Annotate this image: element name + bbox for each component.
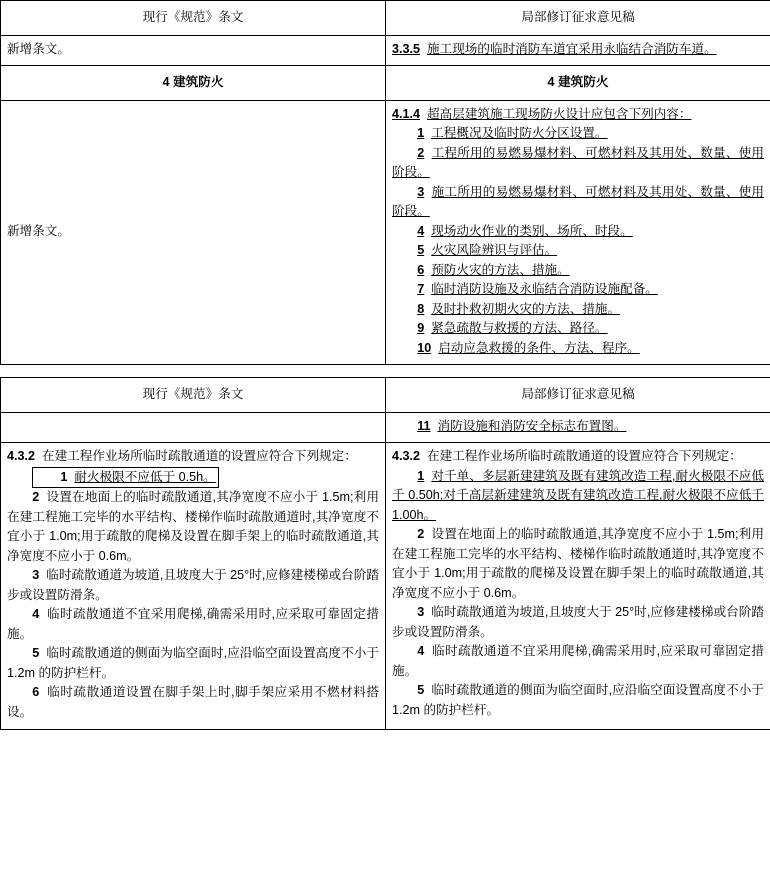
- clause-number-335: 3.3.5: [392, 41, 421, 56]
- list-item-text: 及时扑救初期火灾的方法、措施。: [431, 301, 621, 316]
- list-item: [392, 319, 764, 339]
- list-item: [392, 681, 764, 720]
- section-title-row: [1, 66, 770, 101]
- list-item: [7, 488, 379, 566]
- list-item-text: 临时疏散通道设置在脚手架上时,脚手架应采用不燃材料搭设。: [7, 685, 380, 719]
- list-item: [392, 183, 764, 222]
- table-header-row: [1, 378, 770, 413]
- list-item: [7, 683, 379, 722]
- list-item: [392, 339, 764, 359]
- list-item-number: 4: [32, 607, 40, 622]
- list-item-number: 3: [417, 184, 425, 199]
- section-title-left: 4 建筑防火: [1, 66, 386, 101]
- list-item-text: 临时疏散通道为坡道,且坡度大于 25°时,应修建楼梯或台阶踏步或设置防滑条。: [392, 605, 765, 639]
- list-item-number: 1: [417, 126, 425, 141]
- list-item-text: 设置在地面上的临时疏散通道,其净宽度不应小于 1.5m;利用在建工程施工完毕的水平结构、楼梯作临时疏散通道时,其净宽度不宜小于 1.0m;用于疏散的爬梯及设置在脚手架上的临时疏散通道,其净宽度不应小于 0.6m。: [392, 527, 764, 600]
- list-item: [392, 525, 764, 603]
- table-row: [1, 412, 770, 443]
- list-item-number: 6: [417, 262, 425, 277]
- list-item-number: 6: [32, 685, 40, 700]
- list-item-text: 工程所用的易燃易爆材料、可燃材料及其用处、数量、使用阶段。: [392, 145, 765, 180]
- header-revision-draft: 局部修订征求意见稿: [386, 378, 770, 413]
- list-item: [392, 222, 764, 242]
- list-item-text: 临时消防设施及永临结合消防设施配备。: [431, 282, 658, 297]
- list-item-text: 设置在地面上的临时疏散通道,其净宽度不应小于 1.5m;利用在建工程施工完毕的水平结构、楼梯作临时疏散通道时,其净宽度不宜小于 1.0m;用于疏散的爬梯及设置在脚手架上的临时疏散通道,其净宽度不应小于 0.6m。: [7, 490, 379, 563]
- cell-clause-item-11: [386, 412, 770, 443]
- list-item-text: 施工所用的易燃易爆材料、可燃材料及其用处、数量、使用阶段。: [392, 184, 765, 219]
- table-row: [1, 443, 770, 729]
- list-item-number: 5: [417, 683, 425, 698]
- list-item-number: 3: [32, 568, 40, 583]
- list-item: [392, 144, 764, 183]
- list-item: [392, 241, 764, 261]
- list-item-number: 11: [417, 418, 431, 433]
- table-row: [1, 100, 770, 365]
- table-header-row: [1, 1, 770, 36]
- list-item: [392, 417, 764, 437]
- list-item-text: 临时疏散通道不宜采用爬梯,确需采用时,应采取可靠固定措施。: [392, 644, 764, 678]
- header-revision-draft: 局部修订征求意见稿: [386, 1, 770, 36]
- list-item: [392, 467, 764, 526]
- table-row: [1, 35, 770, 66]
- list-item: [392, 642, 764, 681]
- clause-text-335: 施工现场的临时消防车道宜采用永临结合消防车道。: [427, 41, 717, 56]
- clause-number-432-left: 4.3.2: [7, 449, 36, 464]
- list-item-number: 1: [417, 468, 425, 483]
- list-item-number: 8: [417, 301, 425, 316]
- list-item-text: 现场动火作业的类别、场所、时段。: [431, 223, 633, 238]
- list-item-text: 启动应急救援的条件、方法、程序。: [438, 340, 640, 355]
- list-item-number: 9: [417, 321, 425, 336]
- clause-number-414: 4.1.4: [392, 106, 421, 121]
- list-item-text: 对千单、多层新建建筑及既有建筑改造工程,耐火极限不应低千 0.50h;对千高层新建建筑及既有建筑改造工程,耐火极限不应低千 1.00h。: [392, 468, 765, 522]
- list-item-number: 7: [417, 282, 425, 297]
- list-item-number: 3: [417, 605, 425, 620]
- list-item-text: 紧急疏散与救援的方法、路径。: [431, 321, 608, 336]
- list-item-text: 火灾风险辨识与评估。: [431, 243, 558, 258]
- list-item-text: 临时疏散通道为坡道,且坡度大于 25°时,应修建楼梯或台阶踏步或设置防滑条。: [7, 568, 380, 602]
- list-item: [7, 467, 379, 489]
- clause-lead-432-right: 在建工程作业场所临时疏散通道的设置应符合下列规定：: [427, 449, 742, 464]
- list-item-number: 10: [417, 340, 432, 355]
- page-break-gap: [0, 365, 770, 377]
- list-item-number: 2: [417, 527, 425, 542]
- clause-lead-414: 超高层建筑施工现场防火设计应包含下列内容：: [427, 106, 692, 121]
- header-current-spec: 现行《规范》条文: [1, 378, 386, 413]
- list-item: [392, 280, 764, 300]
- list-item: [392, 603, 764, 642]
- list-item-text: 临时疏散通道的侧面为临空面时,应沿临空面设置高度不小于 1.2m 的防护栏杆。: [392, 683, 765, 717]
- list-item-text: 预防火灾的方法、措施。: [431, 262, 570, 277]
- cell-new-clause-2: 新增条文。: [1, 100, 386, 365]
- list-item: [392, 261, 764, 281]
- list-item: [392, 124, 764, 144]
- list-item-text: 工程概况及临时防火分区设置。: [431, 126, 608, 141]
- section-title-right: 4 建筑防火: [386, 66, 770, 101]
- cell-clause-432-current: [1, 443, 386, 729]
- list-item-number: 4: [417, 223, 425, 238]
- cell-clause-335: [386, 35, 770, 66]
- header-current-spec: 现行《规范》条文: [1, 1, 386, 36]
- cell-new-clause-1: 新增条文。: [1, 35, 386, 66]
- list-item-number: 1: [60, 469, 68, 484]
- list-item-text: 耐火极限不应低于 0.5h。: [74, 469, 216, 484]
- list-item-number: 4: [417, 644, 425, 659]
- cell-clause-432-revised: [386, 443, 770, 729]
- clause-lead-432-left: 在建工程作业场所临时疏散通道的设置应符合下列规定：: [42, 449, 357, 464]
- list-item-text: 消防设施和消防安全标志布置图。: [437, 418, 627, 433]
- list-item-number: 2: [32, 490, 40, 505]
- comparison-table-1: [0, 0, 770, 365]
- list-item: [392, 300, 764, 320]
- list-item-number: 2: [417, 145, 425, 160]
- list-item: [7, 566, 379, 605]
- list-item-text: 临时疏散通道不宜采用爬梯,确需采用时,应采取可靠固定措施。: [7, 607, 379, 641]
- list-item: [7, 605, 379, 644]
- list-item: [7, 644, 379, 683]
- comparison-table-2: [0, 377, 770, 729]
- list-item-number: 5: [417, 243, 425, 258]
- cell-empty-continuation: [1, 412, 386, 443]
- list-item-text: 临时疏散通道的侧面为临空面时,应沿临空面设置高度不小于 1.2m 的防护栏杆。: [7, 646, 380, 680]
- list-item-number: 5: [32, 646, 40, 661]
- clause-number-432-right: 4.3.2: [392, 449, 421, 464]
- cell-clause-414: [386, 100, 770, 365]
